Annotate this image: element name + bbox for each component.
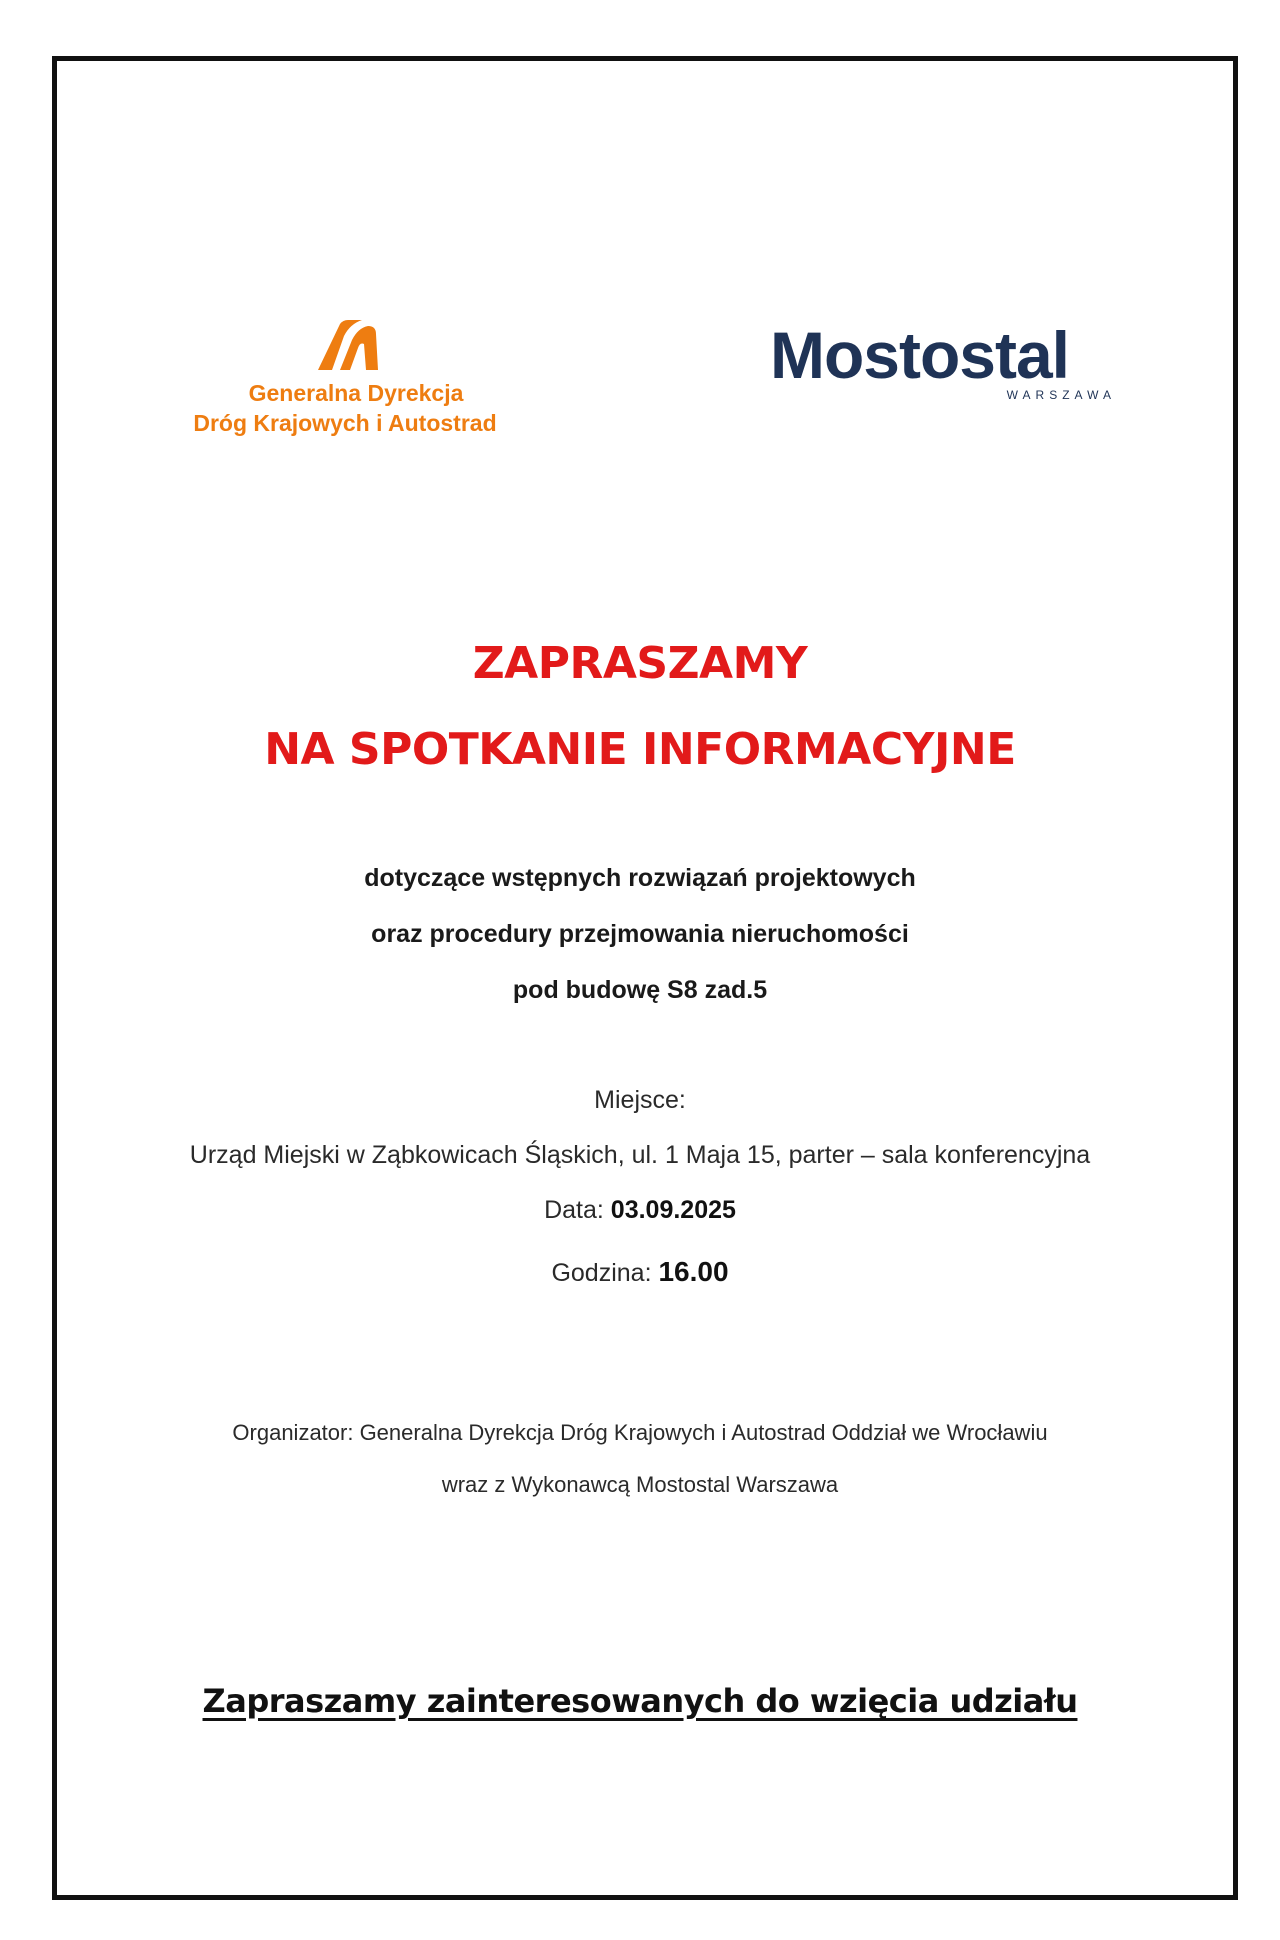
date-row — [0, 1196, 1280, 1225]
place-value: Urząd Miejski w Ząbkowicach Śląskich, ul. 1 Maja 15, parter – sala konferencyjna — [189, 1141, 1091, 1169]
organizer-line2: wraz z Wykonawcą Mostostal Warszawa — [441, 1472, 839, 1497]
description-line1: dotyczące wstępnych rozwiązań projektowych — [364, 864, 916, 892]
gddkia-logo — [160, 318, 530, 438]
description-line3: pod budowę S8 zad.5 — [512, 976, 768, 1004]
mostostal-city: WARSZAWA — [1006, 388, 1116, 402]
gddkia-road-icon — [310, 318, 380, 372]
time-value: 16.00 — [658, 1256, 729, 1287]
invitation-text: Zapraszamy zainteresowanych do wzięcia udziału — [202, 1682, 1078, 1720]
organizer-line1: Organizator: Generalna Dyrekcja Dróg Krajowych i Autostrad Oddział we Wrocławiu — [232, 1420, 1048, 1445]
date-label: Data: — [544, 1196, 604, 1224]
heading-line1: ZAPRASZAMY — [472, 638, 808, 689]
description-line2: oraz procedury przejmowania nieruchomości — [371, 920, 909, 948]
date-value: 03.09.2025 — [610, 1196, 736, 1224]
place-label: Miejsce: — [594, 1086, 686, 1114]
gddkia-name-line1: Generalna Dyrekcja — [248, 380, 464, 406]
heading-line2: NA SPOTKANIE INFORMACYJNE — [264, 724, 1016, 775]
time-row — [0, 1256, 1280, 1288]
mostostal-logo — [770, 318, 1120, 402]
gddkia-name-line2: Dróg Krajowych i Autostrad — [193, 410, 497, 436]
time-label: Godzina: — [551, 1259, 652, 1287]
mostostal-name: Mostostal — [770, 318, 1070, 392]
